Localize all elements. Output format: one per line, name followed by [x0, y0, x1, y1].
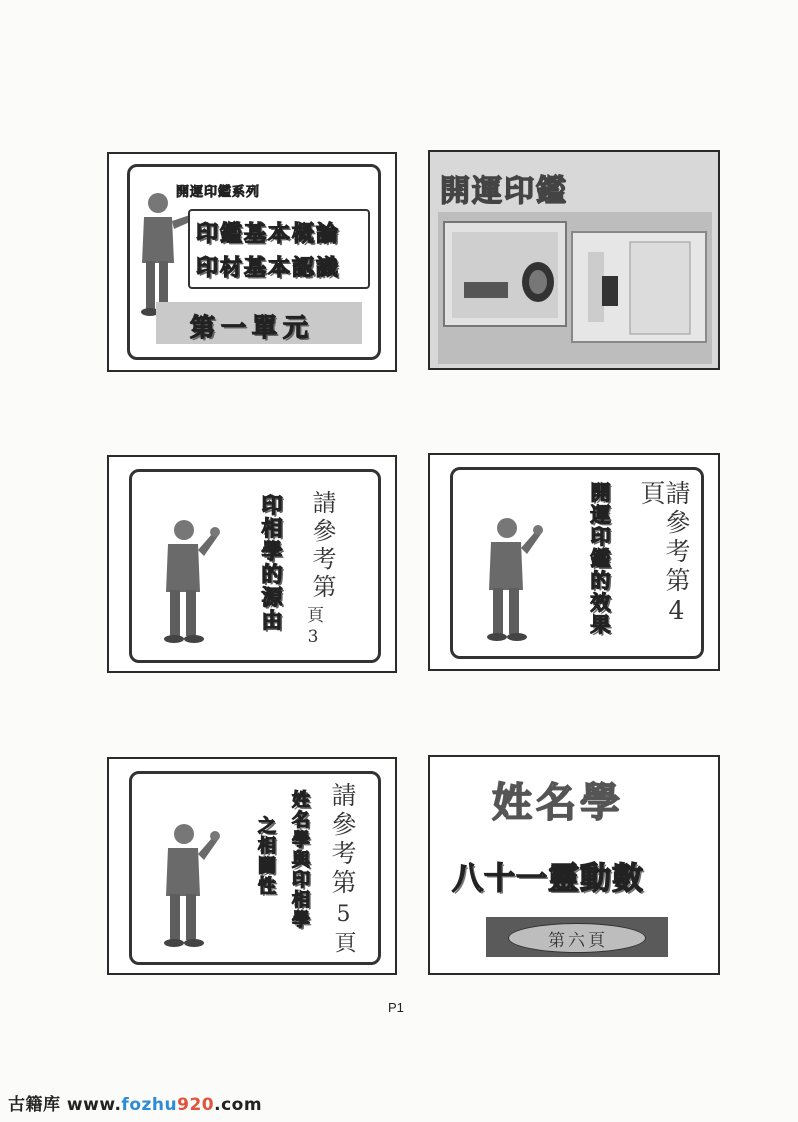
slide-6-name-study — [428, 755, 720, 975]
slide-4-frame — [450, 467, 704, 659]
slide-6-title: 姓名學 — [492, 780, 624, 826]
presenter-figure-icon — [152, 820, 222, 950]
slide-5-frame — [129, 771, 381, 965]
slide-6-subtitle: 八十一靈動數 — [452, 861, 644, 897]
slide-3-origin — [107, 455, 397, 673]
slide-4-topic: 開運印鑑的效果 — [587, 482, 611, 636]
watermark-www: www. — [66, 1095, 122, 1115]
slide-5-topic-b: 之相關性 — [255, 816, 276, 896]
presenter-figure-icon — [152, 516, 222, 646]
slide-5-note-a: 請參考第 — [328, 782, 357, 898]
oval-label: 第六頁 — [548, 931, 608, 951]
slide-4-note: 請參考第4頁 — [637, 480, 691, 629]
slide-1-unit-one — [107, 152, 397, 372]
presenter-figure-icon — [134, 189, 194, 319]
slide-3-frame — [129, 469, 381, 663]
topic-line-2: 印材基本認識 — [196, 256, 341, 281]
slide-1-frame — [127, 164, 381, 360]
seal-box-photo — [438, 212, 712, 364]
slide-2-title: 開運印鑑 — [440, 174, 568, 209]
watermark-a: fozhu — [121, 1095, 178, 1115]
series-label: 開運印鑑系列 — [176, 185, 261, 200]
watermark-com: .com — [214, 1095, 263, 1115]
site-watermark — [8, 1090, 262, 1115]
slide-2-photo — [428, 150, 720, 370]
slide-5-correlation — [107, 757, 397, 975]
slide-5-topic-a: 姓名學與印相學 — [289, 790, 310, 930]
watermark-cn: 古籍库 — [8, 1095, 61, 1115]
slide-3-note-b: 頁3 — [303, 606, 323, 651]
watermark-num: 920 — [177, 1095, 215, 1115]
slide-4-effects — [428, 453, 720, 671]
presenter-figure-icon — [475, 514, 545, 644]
slide-5-note-b: 5頁 — [331, 902, 356, 957]
slide-3-topic: 印相學的源由 — [259, 494, 283, 632]
slide-3-note-a: 請參考第 — [308, 490, 336, 602]
unit-banner-label: 第一單元 — [190, 313, 315, 342]
topic-line-1: 印鑑基本概論 — [196, 222, 341, 247]
page-number: P1 — [388, 1000, 404, 1015]
